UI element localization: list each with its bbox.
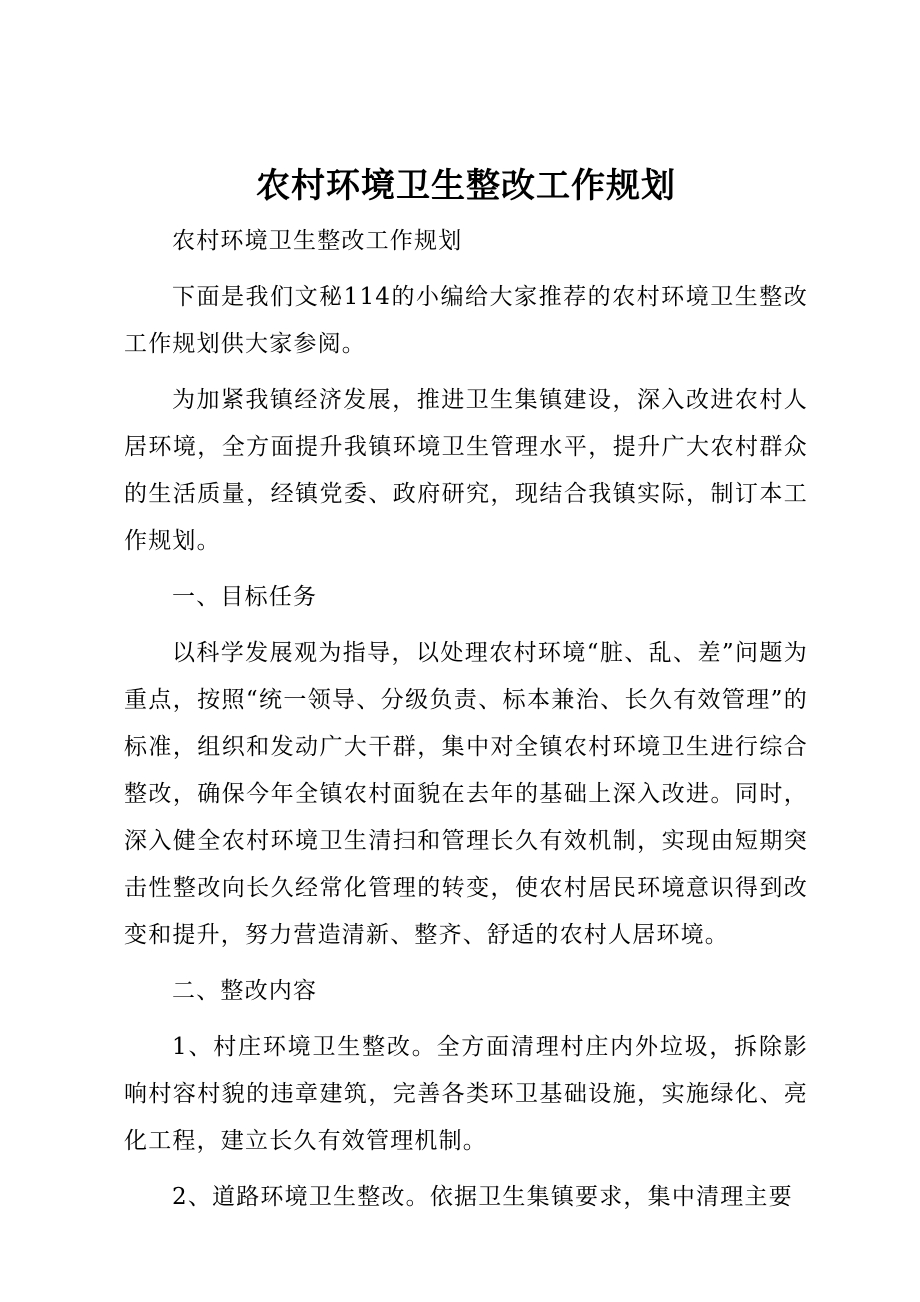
purpose-paragraph: 为加紧我镇经济发展，推进卫生集镇建设，深入改进农村人居环境，全方面提升我镇环境卫生管理水平，提升广大农村群众的生活质量，经镇党委、政府研究，现结合我镇实际，制订本工作规划。 bbox=[124, 387, 808, 554]
content-item-1: 1、村庄环境卫生整改。全方面清理村庄内外垃圾，拆除影响村容村貌的违章建筑，完善各类环卫基础设施，实施绿化、亮化工程，建立长久有效管理机制。 bbox=[124, 1034, 808, 1154]
subtitle-paragraph: 农村环境卫生整改工作规划 bbox=[172, 228, 463, 254]
document-body bbox=[124, 160, 808, 1230]
intro-paragraph: 下面是我们文秘114的小编给大家推荐的农村环境卫生整改工作规划供大家参阅。 bbox=[124, 284, 808, 357]
content-item-2: 2、道路环境卫生整改。依据卫生集镇要求，集中清理主要 bbox=[172, 1184, 793, 1210]
document-title: 农村环境卫生整改工作规划 bbox=[256, 166, 676, 206]
section-heading-objectives: 一、目标任务 bbox=[172, 584, 318, 610]
objectives-paragraph: 以科学发展观为指导，以处理农村环境“脏、乱、差”问题为重点，按照“统一领导、分级负责、标本兼治、长久有效管理”的标准，组织和发动广大干群，集中对全镇农村环境卫生进行综合整改，确保今年全镇农村面貌在去年的基础上深入改进。同时，深入健全农村环境卫生清扫和管理长久有效机制，实现由短期突击性整改向长久经常化管理的转变，使农村居民环境意识得到改变和提升，努力营造清新、整齐、舒适的农村人居环境。 bbox=[124, 640, 808, 948]
section-heading-content: 二、整改内容 bbox=[172, 978, 318, 1004]
